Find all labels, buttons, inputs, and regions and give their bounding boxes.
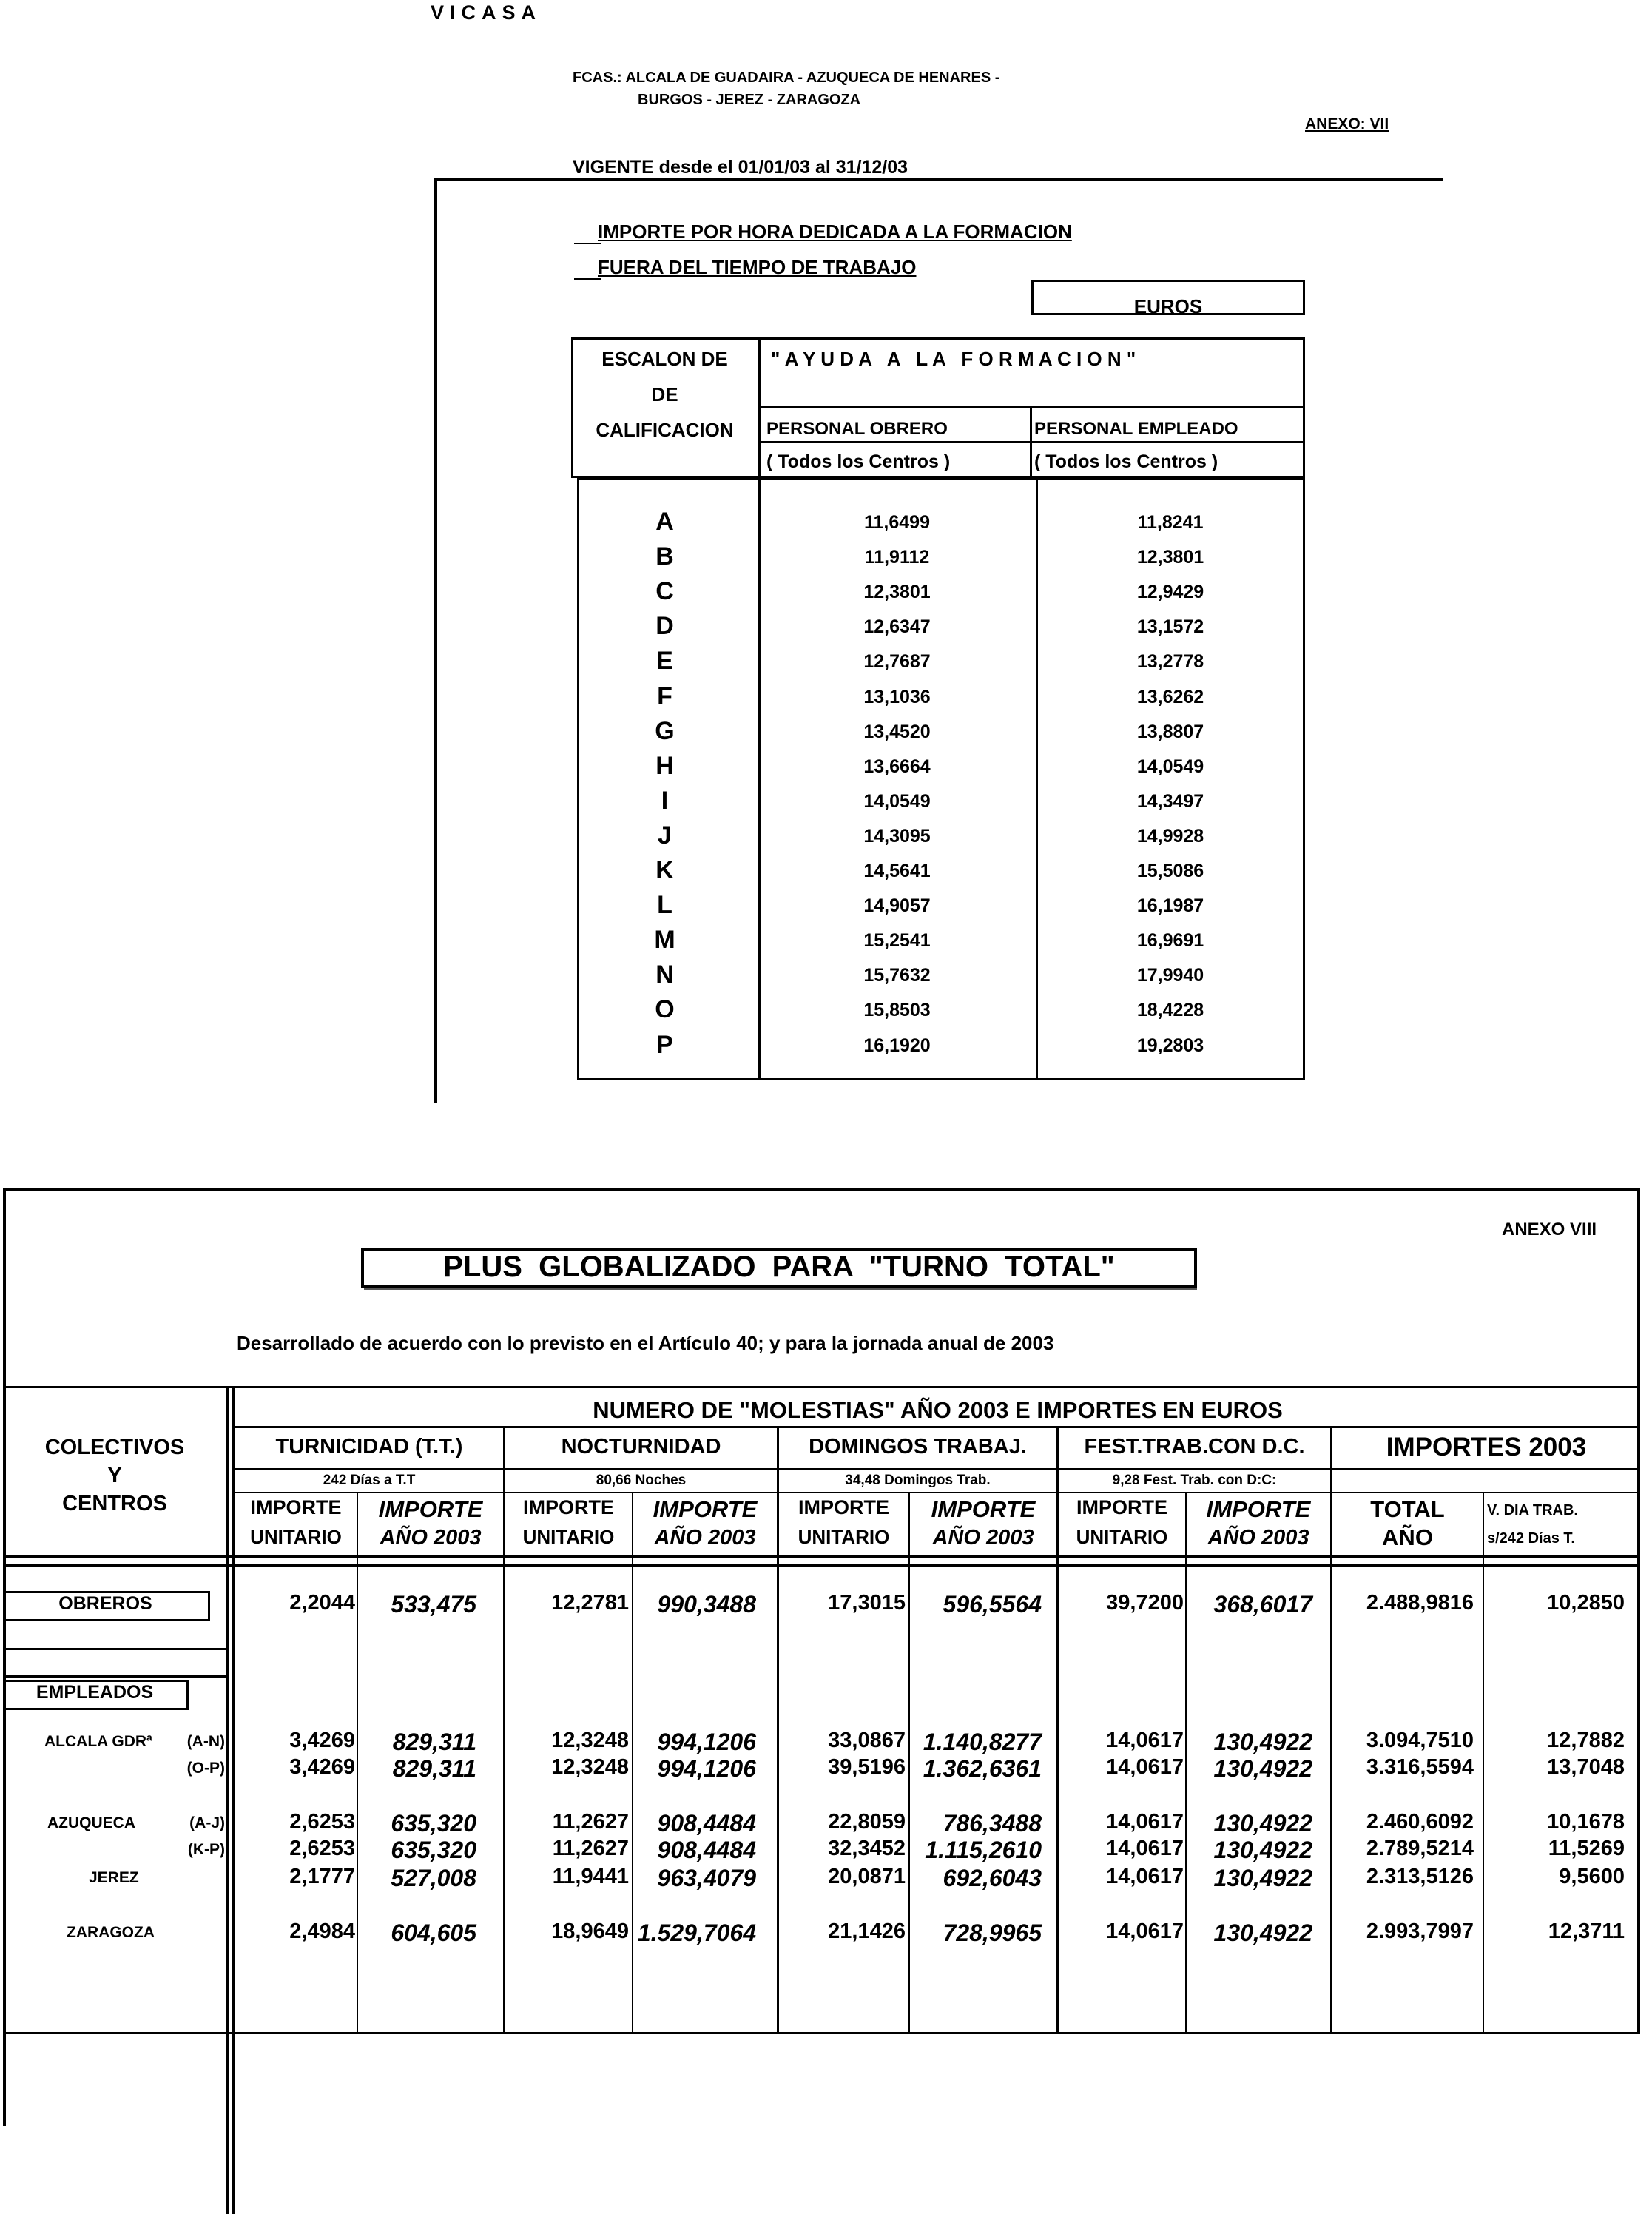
obrero-amount: 11,6499 xyxy=(864,512,930,533)
obrero-amount: 14,0549 xyxy=(863,790,931,812)
divider xyxy=(186,1680,189,1710)
value-cell: 10,2850 xyxy=(1547,1591,1625,1615)
value-cell: 635,320 xyxy=(391,1837,476,1863)
divider xyxy=(1185,1492,1187,2032)
col-escalon-3: CALIFICACION xyxy=(596,419,734,441)
col-unit-1: IMPORTE xyxy=(798,1496,889,1518)
divider xyxy=(235,1426,1640,1428)
value-cell: 14,0617 xyxy=(1106,1919,1184,1943)
col-year-1: IMPORTE xyxy=(378,1496,483,1522)
value-cell: 2,6253 xyxy=(289,1810,355,1834)
center-name: AZUQUECA xyxy=(47,1814,135,1831)
empleado-amount: 13,1572 xyxy=(1136,616,1204,638)
annex-label: ANEXO: VII xyxy=(1305,115,1389,132)
qualification-level: C xyxy=(655,577,674,606)
value-cell: 12,7882 xyxy=(1547,1729,1625,1752)
value-cell: 527,008 xyxy=(391,1865,476,1891)
col-unit-1: IMPORTE xyxy=(1076,1496,1167,1518)
empleado-centros: ( Todos los Centros ) xyxy=(1034,451,1218,472)
col-year-2: AÑO 2003 xyxy=(380,1526,482,1550)
obrero-amount: 12,3801 xyxy=(863,582,931,603)
annex-viii: ANEXO VIII xyxy=(1502,1219,1597,1239)
obrero-amount: 13,1036 xyxy=(863,686,931,707)
training-title-line-1: IMPORTE POR HORA DEDICADA A LA FORMACION xyxy=(598,221,1072,243)
group-subtitle: 9,28 Fest. Trab. con D:C: xyxy=(1112,1473,1277,1488)
main-header: NUMERO DE "MOLESTIAS" AÑO 2003 E IMPORTES EN EUROS xyxy=(593,1397,1283,1423)
center-range: (K-P) xyxy=(187,1841,225,1858)
colectivos-2: Y xyxy=(107,1464,122,1487)
col-unit-1: IMPORTE xyxy=(250,1496,342,1518)
center-name: ALCALA GDRª xyxy=(44,1733,152,1750)
value-cell: 12,2781 xyxy=(551,1591,629,1615)
value-cell: 17,3015 xyxy=(828,1591,906,1615)
currency-label: EUROS xyxy=(1133,295,1203,317)
divider xyxy=(3,1648,229,1650)
qualification-level: A xyxy=(655,508,674,536)
empleado-amount: 13,2778 xyxy=(1136,651,1204,673)
empleado-amount: 11,8241 xyxy=(1137,512,1204,533)
col-unit-2: UNITARIO xyxy=(250,1526,342,1548)
col-year-2: AÑO 2003 xyxy=(654,1526,756,1550)
qualification-level: B xyxy=(655,542,674,571)
validity-period: VIGENTE desde el 01/01/03 al 31/12/03 xyxy=(573,157,908,178)
training-title-line-2: FUERA DEL TIEMPO DE TRABAJO xyxy=(598,256,917,278)
value-cell: 829,311 xyxy=(392,1729,476,1755)
obrero-amount: 12,7687 xyxy=(863,651,931,673)
value-cell: 3,4269 xyxy=(289,1755,355,1779)
group-title: TURNICIDAD (T.T.) xyxy=(275,1435,463,1458)
value-cell: 635,320 xyxy=(391,1810,476,1837)
col-year-2: AÑO 2003 xyxy=(1207,1526,1309,1550)
col-unit-2: UNITARIO xyxy=(798,1526,890,1548)
divider xyxy=(3,1386,1640,1388)
value-cell: 3.316,5594 xyxy=(1366,1755,1474,1779)
value-cell: 39,7200 xyxy=(1106,1591,1184,1615)
value-cell: 990,3488 xyxy=(657,1591,756,1618)
row-divider xyxy=(758,441,1305,443)
value-cell: 11,2627 xyxy=(552,1810,629,1834)
value-cell: 32,3452 xyxy=(828,1837,906,1860)
divider xyxy=(3,1564,1640,1567)
obrero-amount: 14,5641 xyxy=(863,861,931,881)
empleado-amount: 15,5086 xyxy=(1136,861,1204,881)
divider xyxy=(908,1492,910,2032)
help-title: " A Y U D A A L A F O R M A C I O N " xyxy=(771,348,1136,370)
value-cell: 20,0871 xyxy=(828,1865,906,1888)
company-name: VICASA xyxy=(431,1,542,24)
qualification-level: J xyxy=(658,821,672,849)
value-cell: 2.488,9816 xyxy=(1366,1591,1474,1615)
divider xyxy=(1637,1188,1640,2032)
qualification-level: P xyxy=(656,1030,673,1059)
value-cell: 994,1206 xyxy=(657,1755,756,1782)
empleado-amount: 14,0549 xyxy=(1136,756,1204,777)
divider xyxy=(208,1591,210,1621)
col-year-1: IMPORTE xyxy=(1206,1496,1311,1522)
col-year-1: IMPORTE xyxy=(931,1496,1036,1522)
obrero-amount: 13,4520 xyxy=(863,721,931,742)
empleado-amount: 13,6262 xyxy=(1136,686,1204,707)
value-cell: 130,4922 xyxy=(1213,1919,1312,1946)
divider xyxy=(3,1555,1640,1558)
empleado-amount: 16,9691 xyxy=(1136,930,1204,952)
value-cell: 11,2627 xyxy=(552,1837,629,1860)
qualification-level: F xyxy=(657,682,672,710)
divider xyxy=(1483,1492,1484,2032)
plus-subtitle: Desarrollado de acuerdo con lo previsto en el Artículo 40; y para la jornada anual de 2003 xyxy=(237,1332,1054,1354)
value-cell: 2,6253 xyxy=(289,1837,355,1860)
qualification-level: D xyxy=(655,612,674,641)
obrero-amount: 14,3095 xyxy=(863,825,931,847)
divider xyxy=(226,1388,229,2214)
col-dia-1: V. DIA TRAB. xyxy=(1487,1502,1578,1518)
qualification-level: K xyxy=(655,856,674,884)
value-cell: 368,6017 xyxy=(1213,1591,1312,1618)
title-underline xyxy=(574,278,601,280)
col-total-1: TOTAL xyxy=(1370,1496,1445,1522)
obrero-amount: 16,1920 xyxy=(863,1034,931,1056)
qualification-level: G xyxy=(655,716,675,745)
col-unit-2: UNITARIO xyxy=(1076,1526,1168,1548)
group-title: NOCTURNIDAD xyxy=(561,1435,721,1458)
value-cell: 22,8059 xyxy=(828,1810,906,1834)
obrero-amount: 15,2541 xyxy=(863,930,931,952)
value-cell: 3.094,7510 xyxy=(1366,1729,1474,1752)
divider xyxy=(364,1288,1197,1290)
group-title: DOMINGOS TRABAJ. xyxy=(809,1435,1027,1458)
row-divider xyxy=(758,406,1305,408)
center-range: (A-N) xyxy=(186,1733,225,1750)
divider xyxy=(235,1492,1640,1493)
value-cell: 1.115,2610 xyxy=(925,1837,1042,1863)
value-cell: 1.362,6361 xyxy=(923,1755,1042,1782)
empleado-amount: 14,9928 xyxy=(1136,825,1204,847)
group-subtitle: 80,66 Noches xyxy=(596,1473,687,1488)
value-cell: 14,0617 xyxy=(1106,1755,1184,1779)
col-year-2: AÑO 2003 xyxy=(932,1526,1034,1550)
value-cell: 11,5269 xyxy=(1548,1837,1625,1860)
value-cell: 9,5600 xyxy=(1559,1865,1625,1888)
value-cell: 14,0617 xyxy=(1106,1810,1184,1834)
empleado-amount: 13,8807 xyxy=(1136,721,1204,742)
factories-line-2: BURGOS - JEREZ - ZARAGOZA xyxy=(638,92,861,108)
obrero-amount: 15,7632 xyxy=(863,965,931,986)
value-cell: 728,9965 xyxy=(943,1919,1042,1946)
value-cell: 13,7048 xyxy=(1547,1755,1625,1779)
column-divider xyxy=(1036,478,1038,1080)
value-cell: 2.313,5126 xyxy=(1366,1865,1474,1888)
value-cell: 963,4079 xyxy=(657,1865,756,1891)
qualification-level: E xyxy=(656,647,673,676)
divider xyxy=(3,1619,210,1621)
value-cell: 1.529,7064 xyxy=(637,1919,756,1946)
value-cell: 2.460,6092 xyxy=(1366,1810,1474,1834)
center-range: (A-J) xyxy=(189,1814,225,1831)
qualification-level: L xyxy=(657,891,672,920)
obrero-centros: ( Todos los Centros ) xyxy=(766,451,951,472)
center-name: ZARAGOZA xyxy=(67,1924,155,1941)
empleado-amount: 14,3497 xyxy=(1136,790,1204,812)
importes-title: IMPORTES 2003 xyxy=(1386,1433,1587,1461)
value-cell: 12,3248 xyxy=(551,1729,629,1752)
col-obrero: PERSONAL OBRERO xyxy=(766,419,948,439)
value-cell: 786,3488 xyxy=(943,1810,1042,1837)
value-cell: 994,1206 xyxy=(657,1729,756,1755)
title-underline xyxy=(574,243,601,244)
value-cell: 692,6043 xyxy=(943,1865,1042,1891)
col-unit-1: IMPORTE xyxy=(522,1496,614,1518)
qualification-level: H xyxy=(655,751,674,780)
value-cell: 2,1777 xyxy=(289,1865,355,1888)
col-escalon-2: DE xyxy=(651,383,678,406)
value-cell: 596,5564 xyxy=(943,1591,1042,1618)
plus-title: PLUS GLOBALIZADO PARA "TURNO TOTAL" xyxy=(443,1251,1115,1283)
empleado-amount: 16,1987 xyxy=(1136,895,1204,917)
divider xyxy=(3,1188,6,2126)
value-cell: 21,1426 xyxy=(828,1919,906,1943)
value-cell: 533,475 xyxy=(391,1591,476,1618)
obrero-amount: 15,8503 xyxy=(863,1000,931,1021)
group-subtitle: 34,48 Domingos Trab. xyxy=(845,1473,991,1488)
divider xyxy=(357,1492,358,2032)
divider xyxy=(434,180,437,1103)
col-unit-2: UNITARIO xyxy=(522,1526,615,1548)
value-cell: 2,2044 xyxy=(289,1591,355,1615)
value-cell: 130,4922 xyxy=(1213,1729,1312,1755)
divider xyxy=(235,1468,1640,1470)
value-cell: 11,9441 xyxy=(552,1865,629,1888)
value-cell: 10,1678 xyxy=(1547,1810,1625,1834)
divider xyxy=(3,1708,188,1710)
group-title: FEST.TRAB.CON D.C. xyxy=(1084,1435,1305,1458)
empleado-amount: 18,4228 xyxy=(1136,1000,1204,1021)
obrero-amount: 13,6664 xyxy=(863,756,931,777)
center-range: (O-P) xyxy=(186,1760,225,1777)
value-cell: 14,0617 xyxy=(1106,1865,1184,1888)
col-dia-2: s/242 Días T. xyxy=(1487,1530,1575,1547)
col-escalon-1: ESCALON DE xyxy=(601,348,728,370)
value-cell: 12,3248 xyxy=(551,1755,629,1779)
value-cell: 130,4922 xyxy=(1213,1755,1312,1782)
value-cell: 1.140,8277 xyxy=(923,1729,1042,1755)
value-cell: 18,9649 xyxy=(551,1919,629,1943)
divider xyxy=(3,1188,1640,1191)
empleado-amount: 17,9940 xyxy=(1136,965,1204,986)
colectivos-3: CENTROS xyxy=(62,1492,167,1515)
empleados-label: EMPLEADOS xyxy=(36,1682,154,1703)
colectivos-1: COLECTIVOS xyxy=(44,1436,185,1459)
qualification-level: I xyxy=(661,786,669,815)
obreros-label: OBREROS xyxy=(58,1593,152,1614)
qualification-level: N xyxy=(655,960,674,989)
empleado-amount: 12,9429 xyxy=(1136,582,1204,603)
group-subtitle: 242 Días a T.T xyxy=(323,1473,416,1488)
qualification-level: M xyxy=(654,926,675,955)
training-table xyxy=(571,337,1305,1080)
divider xyxy=(434,178,1443,181)
center-name: JEREZ xyxy=(89,1869,139,1886)
obrero-amount: 14,9057 xyxy=(863,895,931,917)
value-cell: 14,0617 xyxy=(1106,1729,1184,1752)
divider xyxy=(3,2032,1640,2034)
value-cell: 130,4922 xyxy=(1213,1865,1312,1891)
value-cell: 908,4484 xyxy=(657,1837,756,1863)
value-cell: 130,4922 xyxy=(1213,1810,1312,1837)
col-total-2: AÑO xyxy=(1382,1524,1433,1550)
value-cell: 39,5196 xyxy=(828,1755,906,1779)
value-cell: 12,3711 xyxy=(1548,1919,1625,1943)
qualification-level: O xyxy=(655,995,675,1024)
value-cell: 908,4484 xyxy=(657,1810,756,1837)
value-cell: 2,4984 xyxy=(289,1919,355,1943)
column-divider xyxy=(758,478,761,1080)
col-empleado: PERSONAL EMPLEADO xyxy=(1034,419,1238,439)
value-cell: 2.993,7997 xyxy=(1366,1919,1474,1943)
value-cell: 14,0617 xyxy=(1106,1837,1184,1860)
col-year-1: IMPORTE xyxy=(653,1496,758,1522)
value-cell: 2.789,5214 xyxy=(1366,1837,1474,1860)
empleado-amount: 19,2803 xyxy=(1136,1034,1204,1056)
value-cell: 33,0867 xyxy=(828,1729,906,1752)
divider xyxy=(3,1675,229,1678)
factories-line-1: FCAS.: ALCALA DE GUADAIRA - AZUQUECA DE HENARES - xyxy=(573,70,1000,86)
currency-box xyxy=(1031,280,1305,315)
value-cell: 604,605 xyxy=(391,1919,476,1946)
value-cell: 829,311 xyxy=(392,1755,476,1782)
value-cell: 130,4922 xyxy=(1213,1837,1312,1863)
obrero-amount: 11,9112 xyxy=(864,547,930,568)
divider xyxy=(632,1492,633,2032)
plus-table xyxy=(3,1188,1640,2126)
empleado-amount: 12,3801 xyxy=(1136,547,1204,568)
value-cell: 3,4269 xyxy=(289,1729,355,1752)
obrero-amount: 12,6347 xyxy=(863,616,931,638)
